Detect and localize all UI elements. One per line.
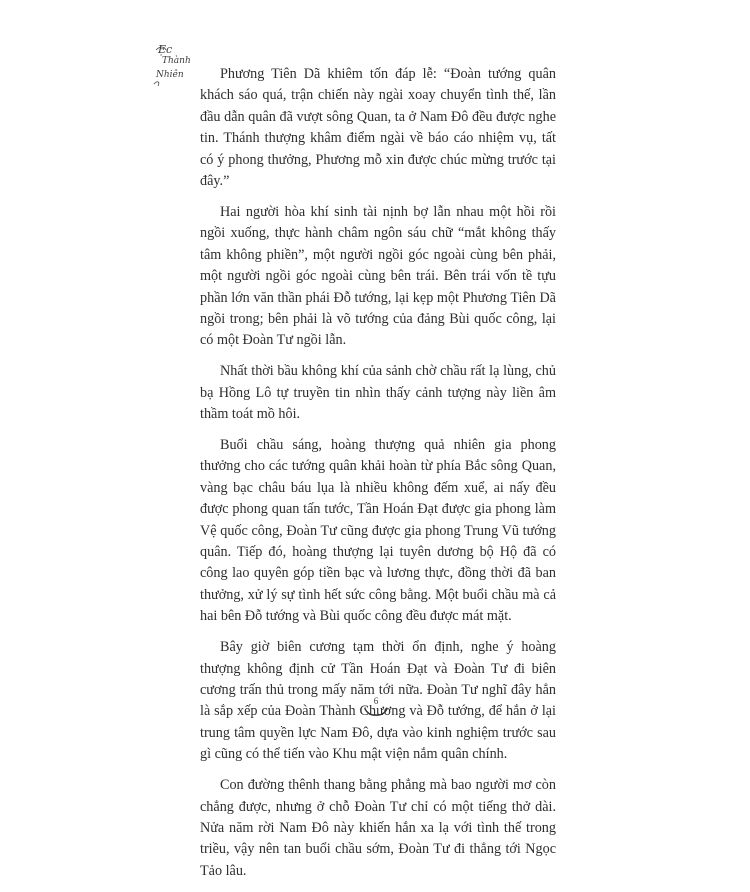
page-footer: [359, 696, 393, 720]
paragraph-6: Con đường thênh thang bằng phẳng mà bao người mơ còn chẳng được, nhưng ở chỗ Đoàn Tư chỉ có một tiếng thở dài. Nửa năm rời Nam Đô này khiến hắn xa lạ với tình thế trong triều, vậy nên tan buổi chầu sớm, Đoàn Tư đi thẳng tới Ngọc Tảo lâu.: [200, 777, 556, 879]
paragraph-3: Nhất thời bầu không khí của sảnh chờ chầu rất lạ lùng, chủ bạ Hồng Lô tự truyền tin nhìn thấy cảnh tượng này liền âm thầm toát mồ hôi.: [200, 363, 556, 423]
logo-line-1: Ẹc: [158, 43, 173, 56]
author-signature-logo: [150, 44, 200, 90]
body-text: [200, 64, 556, 892]
page-number: 6: [373, 696, 379, 706]
paragraph-5: Bây giờ biên cương tạm thời ổn định, nghe ý hoàng thượng không định cử Tần Hoán Đạt và Đoàn Tư đi biên cương trấn thủ trong mấy năm tới nữa. Đoàn Tư nghĩ đây hẳn là sắp xếp của Đoàn Thành Chương và Đỗ tướng, để hắn ở lại trung tâm quyền lực Nam Đô, dựa vào kinh nghiệm trước sau gì cũng có thể tiến vào Khu mật viện nắm quân chính.: [200, 639, 556, 763]
logo-line-3: Nhiên: [156, 70, 184, 80]
logo-line-2: Thành: [162, 56, 191, 66]
paragraph-1: Phương Tiên Dã khiêm tốn đáp lễ: “Đoàn tướng quân khách sáo quá, trận chiến này ngài xoay chuyển tình thế, lần đầu dẫn quân đã vượt sông Quan, ta ở Nam Đô đều được nghe tin. Thánh thượng khâm điểm ngài về báo cáo nhiệm vụ, tất có ý phong thưởng, Phương mỗ xin được chúc mừng trước tại đây.”: [200, 66, 556, 190]
paragraph-2: Hai người hòa khí sinh tài nịnh bợ lẫn nhau một hồi rồi ngồi xuống, thực hành châm ngôn sáu chữ “mắt không thấy tâm không phiền”, một người ngồi góc ngoài cùng bên phải, một người ngồi góc ngoài cùng bên trái. Bên trái vốn tề tựu phần lớn văn thần phái Đỗ tướng, lại kẹp một Phương Tiên Dã ngồi trong; bên phải là võ tướng của đảng Bùi quốc công, lại có một Đoàn Tư ngồi lẫn.: [200, 203, 556, 349]
footer-ornament-icon: [363, 707, 389, 717]
paragraph-4: Buổi chầu sáng, hoàng thượng quả nhiên gia phong thưởng cho các tướng quân khải hoàn từ phía Bắc sông Quan, vàng bạc châu báu lụa là nhiều không đếm xuể, ai nấy đều được phong quan tấn tước, Tần Hoán Đạt được gia phong làm Vệ quốc công, Đoàn Tư cũng được gia phong Trung Vũ tướng quân. Tiếp đó, hoàng thượng lại tuyên dương bộ Hộ đã có công lao quyên góp tiền bạc và lương thực, đồng thời đã ban thưởng, xử lý sự tình hết sức công bằng. Một buổi chầu mà cả hai bên Đỗ tướng và Bùi quốc công đều được mát mặt.: [200, 437, 556, 625]
